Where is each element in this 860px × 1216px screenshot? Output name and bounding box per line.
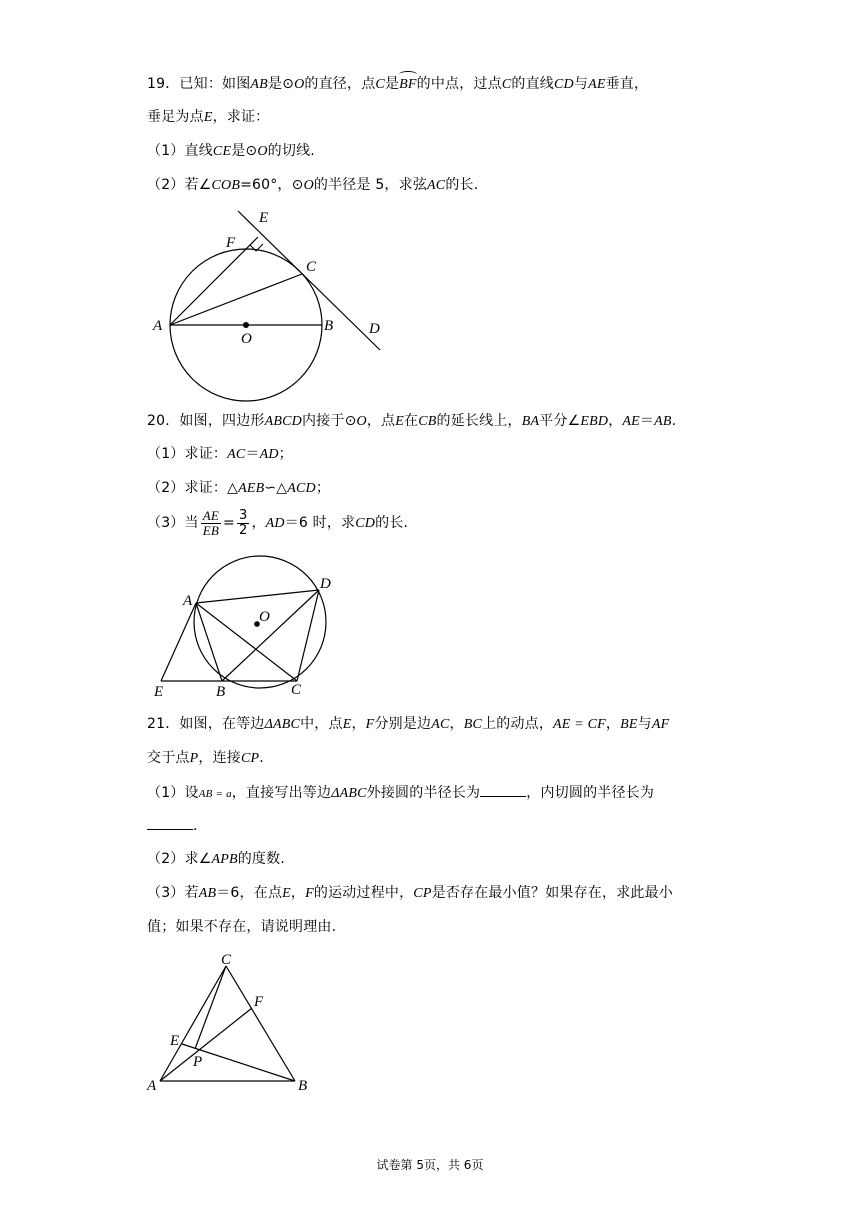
arc-bf: BF <box>399 75 417 95</box>
label-a: A <box>147 1078 157 1094</box>
line-ae <box>170 237 258 325</box>
q20-part-3: （3）当 $\frac{AE}{EB}$ = $\frac{3}{2}$ ，AD＝6 时，求CD的长. <box>147 507 409 538</box>
label-d: D <box>320 576 331 592</box>
label-f: F <box>226 235 236 251</box>
label-c: C <box>291 682 302 698</box>
label-p: P <box>193 1054 203 1070</box>
q20-part-1: （1）求证：AC＝AD； <box>147 446 293 462</box>
label-b: B <box>324 318 334 334</box>
q21-part-1-cont: . <box>147 815 198 836</box>
tangent-ed <box>238 211 380 350</box>
label-o: O <box>241 331 252 347</box>
line-ac <box>196 603 297 681</box>
line-bc <box>226 966 295 1081</box>
q21-line-2: 交于点P，连接CP. <box>147 750 264 766</box>
line-bd <box>222 590 319 681</box>
q21-part-1: （1）设AB = a，直接写出等边ΔABC外接圆的半径长为 ，内切圆的半径长为 <box>147 782 654 804</box>
page-footer: 试卷第 5页，共 6页 <box>376 1158 484 1172</box>
label-c: C <box>306 259 317 275</box>
q20-figure <box>150 550 340 700</box>
line-ab <box>196 603 222 681</box>
q19-line-1: 19．已知：如图AB是⊙O的直径，点C是BF的中点，过点C的直线CD与AE垂直， <box>147 74 648 95</box>
label-c: C <box>221 952 232 968</box>
chord-ac <box>170 274 302 325</box>
fraction-3-2: $\frac{3}{2}$ <box>238 507 248 538</box>
label-o: O <box>259 609 270 625</box>
line-ea <box>161 603 196 681</box>
q19-figure <box>145 205 395 405</box>
q20-line-1: 20．如图，四边形ABCD内接于⊙O，点E在CB的延长线上，BA平分∠EBD，AE＝AB. <box>147 413 677 429</box>
center-o-dot <box>243 322 249 328</box>
label-f: F <box>254 994 264 1010</box>
label-e: E <box>154 684 164 700</box>
q20-part-2: （2）求证：△AEB∽△ACD； <box>147 480 331 496</box>
label-b: B <box>216 684 226 700</box>
label-a: A <box>183 593 193 609</box>
line-ad <box>196 590 319 603</box>
label-e: E <box>170 1033 180 1049</box>
q19-part-1: （1）直线CE是⊙O的切线. <box>147 143 315 159</box>
q21-part-3: （3）若AB＝6，在点E，F的运动过程中，CP是否存在最小值？如果存在，求此最小 <box>147 885 673 901</box>
q21-part-2: （2）求∠APB的度数. <box>147 851 285 867</box>
label-d: D <box>369 321 380 337</box>
q21-part-3-cont: 值；如果不存在，请说明理由. <box>147 919 337 935</box>
answer-blank-2 <box>147 815 193 830</box>
answer-blank-1 <box>480 782 526 797</box>
q19-part-2: （2）若∠COB=60°，⊙O的半径是 5，求弦AC的长. <box>147 177 479 193</box>
line-cp <box>195 966 226 1049</box>
q21-line-1: 21．如图，在等边ΔABC中，点E，F分别是边AC，BC上的动点，AE = CF，BE与AF <box>147 716 670 732</box>
q21-figure <box>143 945 318 1095</box>
q19-line-2: 垂足为点E，求证： <box>147 109 270 125</box>
label-b: B <box>298 1078 308 1094</box>
label-a: A <box>153 318 163 334</box>
label-e: E <box>259 210 269 226</box>
fraction-ae-eb: $\frac{AE}{EB}$ <box>202 507 220 538</box>
